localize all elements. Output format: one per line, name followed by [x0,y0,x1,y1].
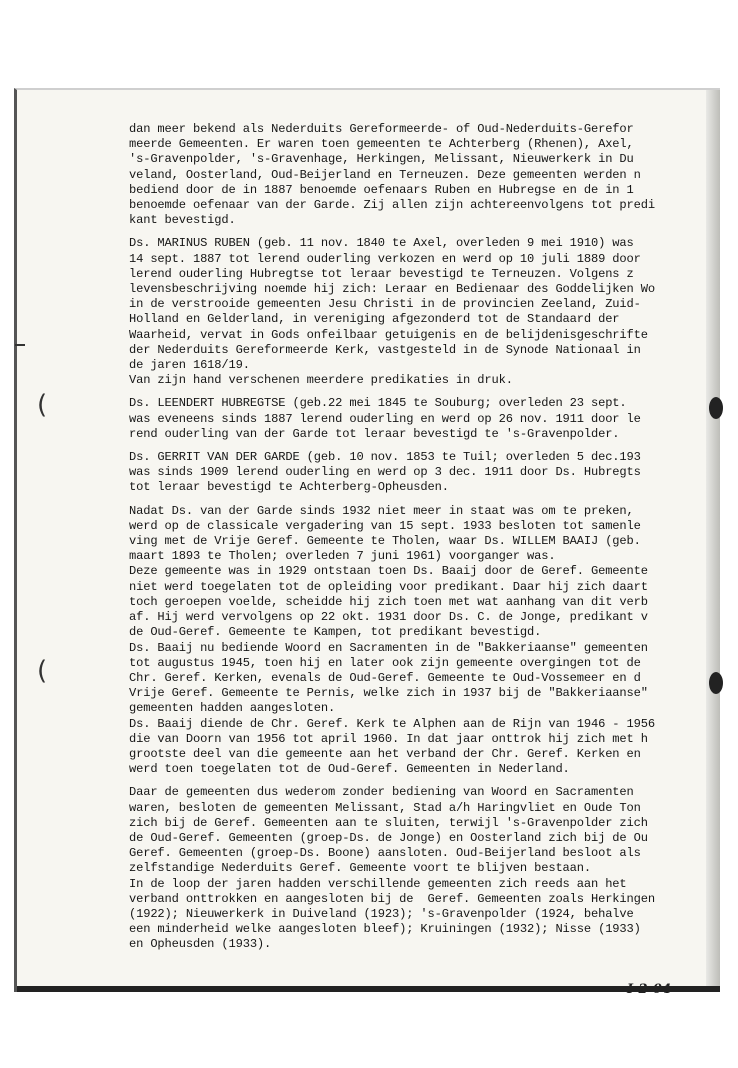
text-line: de Oud-Geref. Gemeenten (groep-Ds. de Jonge) en Oosterland zich bij de Ou [129,830,648,845]
text-line: benoemde oefenaar van der Garde. Zij allen zijn achtereenvolgens tot predi [129,198,655,213]
text-line: lerend ouderling Hubregtse tot leraar bevestigd te Terneuzen. Volgens z [129,266,634,281]
text-line: Deze gemeente was in 1929 ontstaan toen Ds. Baaij door de Geref. Gemeente [129,564,648,579]
text-line: bediend door de in 1887 benoemde oefenaars Ruben en Hubregse en de in 1 [129,182,634,197]
text-line: de jaren 1618/19. [129,358,250,373]
text-line: tot leraar bevestigd te Achterberg-Opheusden. [129,480,449,495]
paragraph [129,396,719,442]
paragraph [129,122,719,228]
text-line: der Nederduits Gereformeerde Kerk, vastgesteld in de Synode Nationaal in [129,342,641,357]
text-line: Daar de gemeenten dus wederom zonder bediening van Woord en Sacramenten [129,785,634,800]
text-line: waren, besloten de gemeenten Melissant, Stad a/h Haringvliet en Oude Ton [129,800,641,815]
text-line: Ds. LEENDERT HUBREGTSE (geb.22 mei 1845 te Souburg; overleden 23 sept. [129,396,627,411]
text-line: kant bevestigd. [129,213,236,228]
document-body [129,122,719,961]
text-line: was sinds 1909 lerend ouderling en werd op 3 dec. 1911 door Ds. Hubregts [129,465,641,480]
page-bottom-edge [17,986,720,992]
paragraph [129,504,719,778]
text-line: de Oud-Geref. Gemeente te Kampen, tot predikant bevestigd. [129,625,542,640]
text-line: In de loop der jaren hadden verschillende gemeenten zich reeds aan het [129,876,627,891]
text-line: af. Hij werd vervolgens op 22 okt. 1931 door Ds. C. de Jonge, predikant v [129,610,648,625]
text-line: was eveneens sinds 1887 lerend ouderling en werd op 26 nov. 1911 door le [129,411,641,426]
text-line: meerde Gemeenten. Er waren toen gemeenten te Achterberg (Rhenen), Axel, [129,137,634,152]
text-line: ving met de Vrije Geref. Gemeente te Tholen, waar Ds. WILLEM BAAIJ (geb. [129,534,641,549]
text-line: grootste deel van die gemeente aan het verband der Chr. Geref. Kerken en [129,746,641,761]
text-line: Ds. Baaij diende de Chr. Geref. Kerk te Alphen aan de Rijn van 1946 - 1956 [129,716,655,731]
text-line: maart 1893 te Tholen; overleden 7 juni 1961) voorganger was. [129,549,556,564]
text-line: veland, Oosterland, Oud-Beijerland en Terneuzen. Deze gemeenten werden n [129,167,641,182]
margin-bracket-bottom: ( [37,656,48,686]
text-line: Geref. Gemeenten (groep-Ds. Boone) aansloten. Oud-Beijerland besloot als [129,846,641,861]
paragraph [129,450,719,496]
text-line: zich bij de Geref. Gemeenten aan te sluiten, terwijl 's-Gravenpolder zich [129,815,648,830]
text-line: 's-Gravenpolder, 's-Gravenhage, Herkingen, Melissant, Nieuwerkerk in Du [129,152,634,167]
text-line: Waarheid, vervat in Gods onfeilbaar getuigenis en de belijdenisgeschrifte [129,327,648,342]
margin-bracket-top: ( [37,390,48,420]
text-line: Chr. Geref. Kerken, evenals de Oud-Geref. Gemeente te Oud-Vossemeer en d [129,670,641,685]
text-line: niet werd toegelaten tot de opleiding voor predikant. Daar hij zich daart [129,579,648,594]
text-line: Vrije Geref. Gemeente te Pernis, welke zich in 1937 bij de "Bakkeriaanse" [129,686,648,701]
text-line: verband onttrokken en aangesloten bij de Geref. Gemeenten zoals Herkingen [129,891,655,906]
text-line: een minderheid welke aangesloten bleef); Kruiningen (1932); Nisse (1933) [129,922,641,937]
text-line: (1922); Nieuwerkerk in Duiveland (1923); 's-Gravenpolder (1924, behalve [129,906,634,921]
text-line: dan meer bekend als Nederduits Gereformeerde- of Oud-Nederduits-Gerefor [129,122,634,136]
text-line: werd toen toegelaten tot de Oud-Geref. Gemeenten in Nederland. [129,762,570,777]
text-line: die van Doorn van 1956 tot april 1960. In dat jaar onttrok hij zich met h [129,731,648,746]
text-line: toch geroepen voelde, scheidde hij zich toen met wat aanhang van dit verb [129,594,648,609]
paragraph [129,785,719,952]
text-line: tot augustus 1945, toen hij en later ook zijn gemeente overgingen tot de [129,655,641,670]
text-line: in de verstrooide gemeenten Jesu Christi in de provincien Zeeland, Zuid- [129,297,641,312]
text-line: zelfstandige Nederduits Geref. Gemeente voort te blijven bestaan. [129,861,591,876]
text-line: Nadat Ds. van der Garde sinds 1932 niet meer in staat was om te preken, [129,503,634,518]
scanned-page [14,88,720,997]
text-line: werd op de classicale vergadering van 15 sept. 1933 besloten tot samenle [129,518,641,533]
page-marker: I-2-04 [627,982,672,997]
text-line: Holland en Gelderland, in vereniging afgezonderd tot de Standaard der [129,312,620,327]
text-line: Van zijn hand verschenen meerdere predikaties in druk. [129,373,513,388]
text-line: gemeenten hadden aangesloten. [129,701,336,716]
text-line: 14 sept. 1887 tot lerend ouderling verkozen en werd op 10 juli 1889 door [129,251,641,266]
text-line: Ds. GERRIT VAN DER GARDE (geb. 10 nov. 1853 te Tuil; overleden 5 dec.193 [129,450,641,465]
text-line: rend ouderling van der Garde tot leraar bevestigd te 's-Gravenpolder. [129,426,620,441]
text-line: Ds. Baaij nu bediende Woord en Sacramenten in de "Bakkeriaanse" gemeenten [129,640,648,655]
margin-tick [15,344,25,346]
paragraph [129,236,719,388]
text-line: levensbeschrijving noemde hij zich: Leraar en Bedienaar des Goddelijken Wo [129,282,655,297]
text-line: Ds. MARINUS RUBEN (geb. 11 nov. 1840 te Axel, overleden 9 mei 1910) was [129,236,634,251]
text-line: en Opheusden (1933). [129,937,272,952]
